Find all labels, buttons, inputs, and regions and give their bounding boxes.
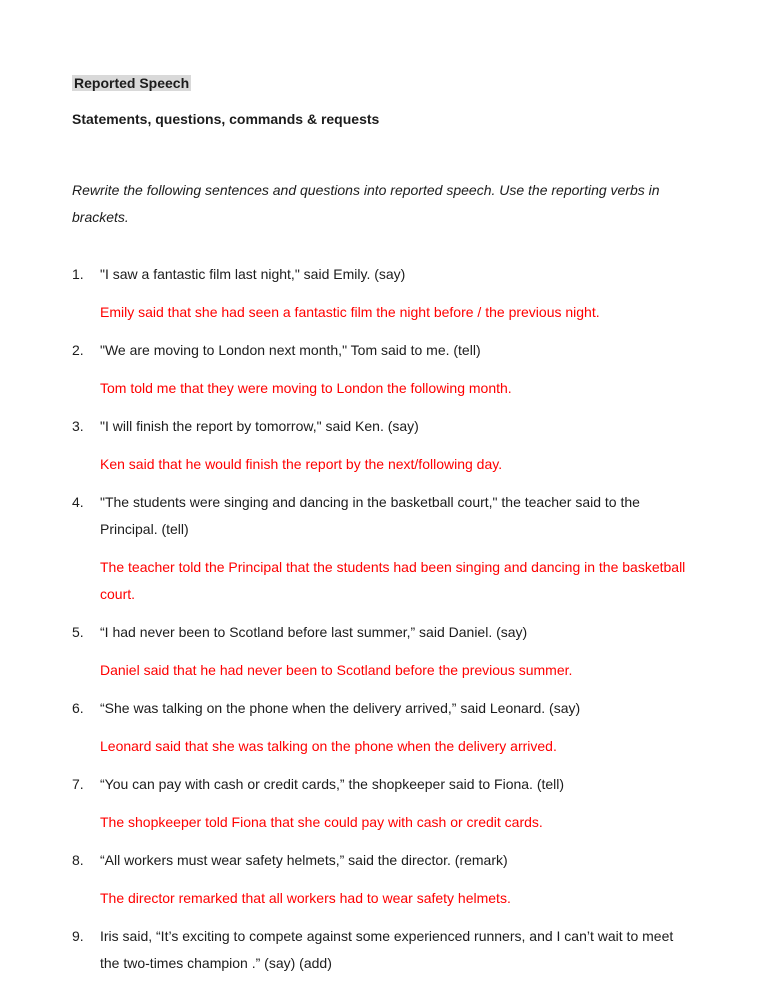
exercise-item-9 [72, 923, 695, 977]
question-row [72, 923, 695, 977]
item-question: Iris said, “It’s exciting to compete against some experienced runners, and I can’t wait to meet the two-times champion .” (say) (add) [100, 928, 674, 971]
page-subtitle: Statements, questions, commands & requests [72, 111, 380, 127]
item-question: “She was talking on the phone when the delivery arrived,” said Leonard. (say) [100, 700, 581, 716]
item-answer: Ken said that he would finish the report by the next/following day. [100, 456, 503, 472]
item-number: 6. [72, 700, 84, 716]
exercise-item-3 [72, 413, 695, 478]
question-row [72, 847, 695, 874]
item-answer: The teacher told the Principal that the students had been singing and dancing in the basketball court. [100, 559, 686, 602]
page-title-highlight: Reported Speech [74, 75, 190, 91]
exercise-item-2 [72, 337, 695, 402]
question-row [72, 489, 695, 543]
item-question: “All workers must wear safety helmets,” said the director. (remark) [100, 852, 508, 868]
item-answer: The shopkeeper told Fiona that she could pay with cash or credit cards. [100, 814, 543, 830]
item-number: 2. [72, 342, 84, 358]
item-number: 7. [72, 776, 84, 792]
exercise-item-7 [72, 771, 695, 836]
item-answer: Leonard said that she was talking on the phone when the delivery arrived. [100, 738, 557, 754]
question-row [72, 771, 695, 798]
question-row [72, 413, 695, 440]
item-answer: The director remarked that all workers had to wear safety helmets. [100, 890, 511, 906]
item-question: "The students were singing and dancing in the basketball court," the teacher said to the Principal. (tell) [100, 494, 640, 537]
exercise-item-4 [72, 489, 695, 608]
item-answer: Tom told me that they were moving to London the following month. [100, 380, 512, 396]
item-question: "We are moving to London next month," Tom said to me. (tell) [100, 342, 481, 358]
item-question: “I had never been to Scotland before last summer,” said Daniel. (say) [100, 624, 528, 640]
item-number: 3. [72, 418, 84, 434]
instructions-text: Rewrite the following sentences and questions into reported speech. Use the reporting verbs in brackets. [72, 182, 660, 225]
item-number: 5. [72, 624, 84, 640]
item-question: "I saw a fantastic film last night," said Emily. (say) [100, 266, 406, 282]
exercise-item-5 [72, 619, 695, 684]
page-title [72, 70, 695, 97]
item-number: 4. [72, 494, 84, 510]
question-row [72, 695, 695, 722]
item-number: 9. [72, 928, 84, 944]
item-answer: Emily said that she had seen a fantastic film the night before / the previous night. [100, 304, 600, 320]
item-answer: Daniel said that he had never been to Scotland before the previous summer. [100, 662, 573, 678]
exercise-item-1 [72, 261, 695, 326]
exercise-item-6 [72, 695, 695, 760]
question-row [72, 619, 695, 646]
question-row [72, 337, 695, 364]
item-question: "I will finish the report by tomorrow," said Ken. (say) [100, 418, 419, 434]
exercise-item-8 [72, 847, 695, 912]
item-question: “You can pay with cash or credit cards,” the shopkeeper said to Fiona. (tell) [100, 776, 565, 792]
question-row [72, 261, 695, 288]
item-number: 8. [72, 852, 84, 868]
item-number: 1. [72, 266, 84, 282]
